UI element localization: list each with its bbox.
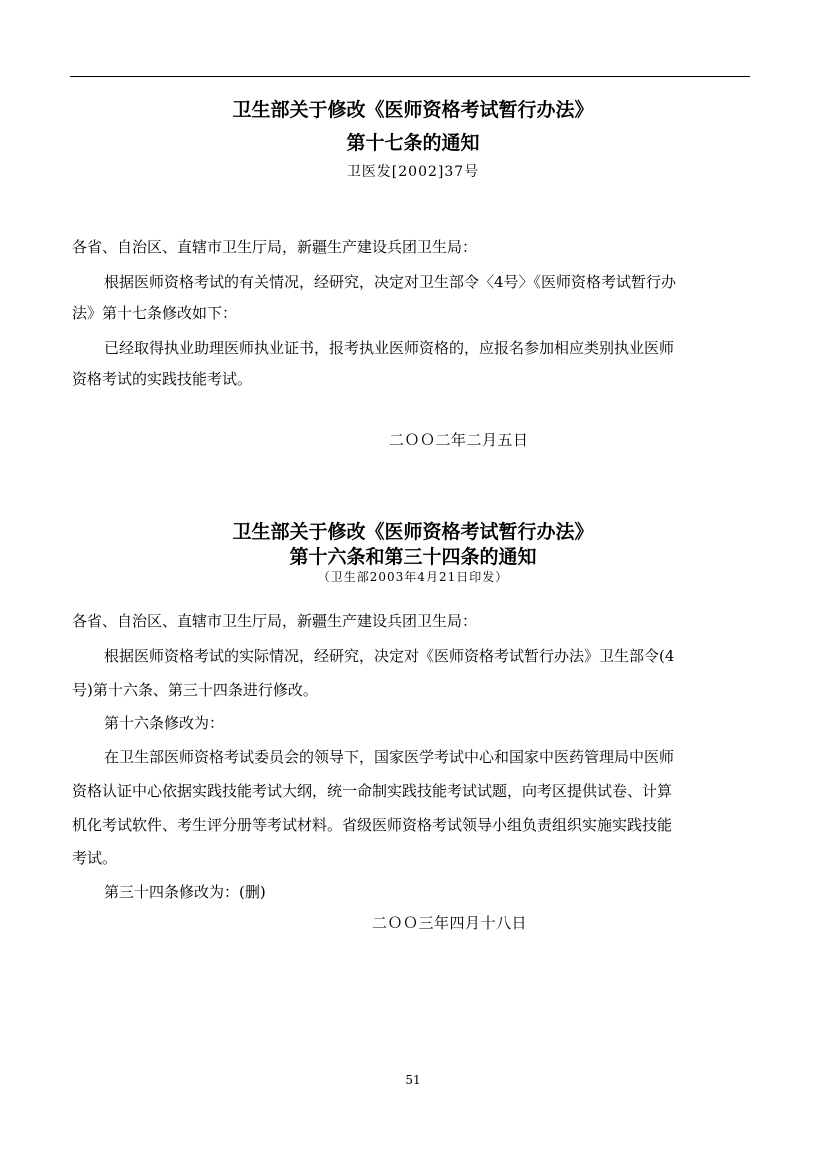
notice2-issue-note: （卫生部2003年4月21日印发）: [317, 570, 509, 584]
notice2-para2: 第十六条修改为：: [104, 714, 225, 732]
notice2-salutation: 各省、自治区、直辖市卫生厅局，新疆生产建设兵团卫生局：: [72, 612, 478, 630]
page-number: 51: [405, 1073, 421, 1087]
notice1-doc-number: 卫医发[2002]37号: [346, 164, 480, 180]
notice1-para2-line1: 已经取得执业助理医师执业证书，报考执业医师资格的，应报名参加相应类别执业医师: [104, 339, 675, 357]
notice1-para2-line2: 资格考试的实践技能考试。: [72, 370, 253, 388]
notice2-title-line1: 卫生部关于修改《医师资格考试暂行办法》: [232, 521, 594, 543]
notice1-title-line2: 第十七条的通知: [346, 132, 480, 154]
notice1-date: 二ＯＯ二年二月五日: [389, 431, 529, 449]
notice1-salutation: 各省、自治区、直辖市卫生厅局，新疆生产建设兵团卫生局：: [72, 238, 478, 256]
notice1-para1-line1: 根据医师资格考试的有关情况，经研究，决定对卫生部令〈4号〉《医师资格考试暂行办: [104, 273, 677, 291]
header-rule: [70, 76, 750, 77]
notice2-para3-line1: 在卫生部医师资格考试委员会的领导下，国家医学考试中心和国家中医药管理局中医师: [104, 748, 675, 766]
notice2-date: 二ＯＯ三年四月十八日: [372, 914, 528, 932]
notice2-title-line2: 第十六条和第三十四条的通知: [289, 546, 537, 568]
notice2-para1-line1: 根据医师资格考试的实际情况，经研究，决定对《医师资格考试暂行办法》卫生部令(4: [104, 647, 675, 665]
notice2-para3-line2: 资格认证中心依据实践技能考试大纲，统一命制实践技能考试试题，向考区提供试卷、计算: [72, 782, 673, 800]
notice1-para1-line2: 法》第十七条修改如下：: [72, 304, 238, 322]
notice2-para3-line3: 机化考试软件、考生评分册等考试材料。省级医师资格考试领导小组负责组织实施实践技能: [72, 816, 673, 834]
notice2-para1-line2: 号)第十六条、第三十四条进行修改。: [72, 681, 318, 699]
notice1-title-line1: 卫生部关于修改《医师资格考试暂行办法》: [232, 99, 594, 121]
notice2-para3-line4: 考试。: [72, 849, 118, 867]
notice2-para4: 第三十四条修改为：(删): [104, 883, 266, 901]
